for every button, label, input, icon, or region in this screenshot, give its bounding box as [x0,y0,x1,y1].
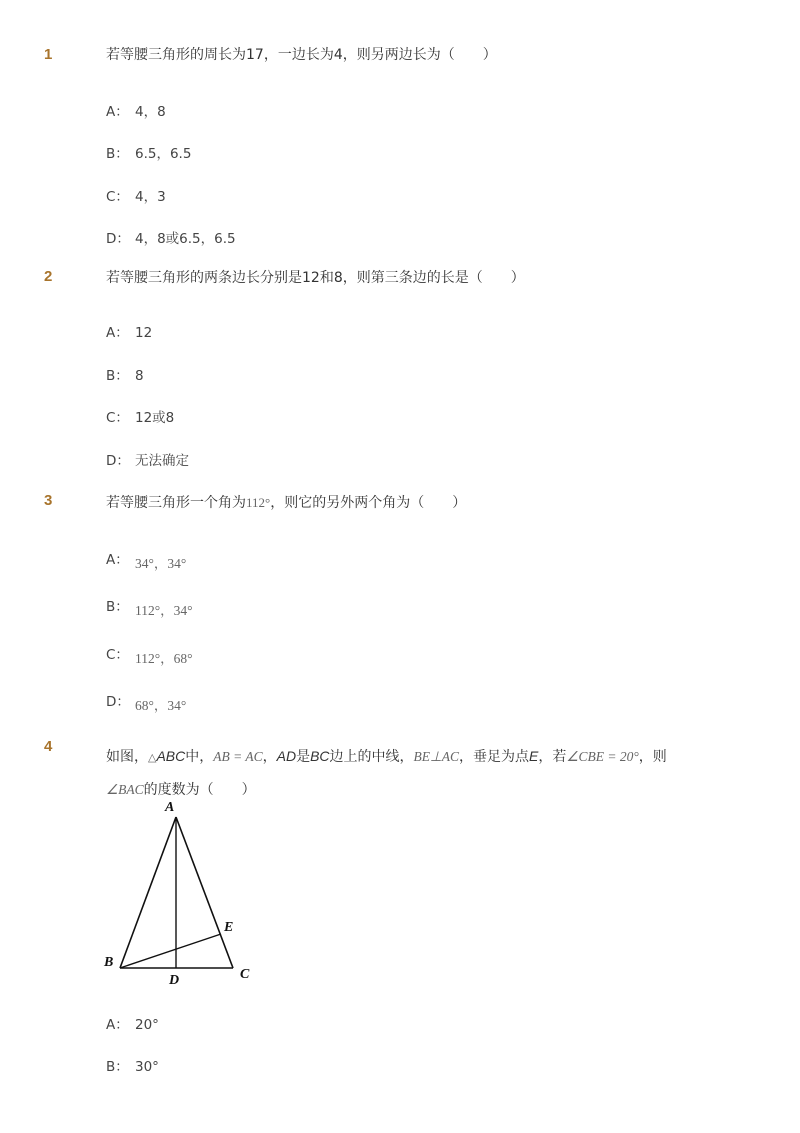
option-value: 4，3 [135,189,166,205]
question-number: 1 [44,46,53,63]
option-value: 4，8 [135,104,166,120]
point-e-label: E [224,920,234,935]
question-number: 2 [44,268,53,285]
option-d[interactable] [106,690,186,714]
math-angle-cbe: ∠CBE = 20° [566,749,639,764]
option-label: D： [106,453,130,469]
option-label: B： [106,1059,129,1075]
math-angle-bac: ∠BAC [106,782,144,797]
text-run: 是 [296,749,311,765]
option-value: 8 [135,368,144,384]
option-b[interactable] [106,142,191,162]
option-label: B： [106,599,129,615]
point-d-label: D [169,973,180,988]
option-value: 6.5，6.5 [135,146,192,162]
question-text-suffix: ，则它的另外两个角为（ ） [270,495,467,511]
option-label: D： [106,231,130,247]
option-value: 20° [135,1017,159,1033]
question-text-prefix: 若等腰三角形一个角为 [106,495,246,511]
option-value: 12或8 [135,410,175,426]
option-value: 无法确定 [135,453,189,469]
option-c[interactable] [106,406,174,426]
math-be-perp-ac: BE⊥AC [413,749,460,764]
math-bc: BC [310,748,330,764]
option-value: 34°，34° [135,556,187,571]
option-b[interactable] [106,364,144,384]
option-d[interactable] [106,227,236,247]
altitude-be [120,934,221,968]
text-run: 边上的中线， [329,749,414,765]
side-ac [176,817,233,968]
option-a[interactable] [106,548,186,572]
math-angle: 112° [246,495,271,510]
option-label: A： [106,552,129,568]
option-a[interactable] [106,1013,159,1033]
option-label: A： [106,325,129,341]
option-value: 4，8或6.5，6.5 [135,231,236,247]
option-label: B： [106,368,129,384]
math-ab-eq-ac: AB = AC [213,749,263,764]
option-value: 30° [135,1059,159,1075]
vertex-b-label: B [104,955,114,970]
option-label: B： [106,146,129,162]
option-b[interactable] [106,595,193,619]
option-d[interactable] [106,449,189,469]
math-e: E [529,748,539,764]
question-text: 若等腰三角形的两条边长分别是12和8，则第三条边的长是（ ） [106,270,525,286]
text-run: 的度数为（ ） [143,782,256,798]
vertex-c-label: C [240,967,250,982]
option-a[interactable] [106,100,166,120]
question-text [106,493,466,513]
vertex-a-label: A [165,800,175,815]
text-run: ， [262,749,277,765]
option-value: 12 [135,325,153,341]
text-run: 如图， [106,749,148,765]
math-ad: AD [276,748,297,764]
option-label: D： [106,694,130,710]
option-b[interactable] [106,1055,159,1075]
option-value: 68°，34° [135,698,187,713]
side-ab [120,817,176,968]
text-run: ，若 [538,749,567,765]
option-value: 112°，68° [135,651,193,666]
text-run: 中， [185,749,214,765]
text-run: ，则 [638,749,667,765]
option-c[interactable] [106,185,166,205]
option-c[interactable] [106,643,193,667]
triangle-figure [100,795,265,990]
math-triangle: △ [148,752,157,764]
question-number: 3 [44,492,53,509]
option-label: C： [106,189,129,205]
question-number: 4 [44,738,53,755]
option-value: 112°，34° [135,603,193,618]
math-abc: ABC [156,748,186,764]
option-label: C： [106,410,129,426]
question-text: 若等腰三角形的周长为17，一边长为4，则另两边长为（ ） [106,47,497,63]
text-run: ，垂足为点 [459,749,530,765]
option-label: A： [106,1017,129,1033]
option-label: C： [106,647,129,663]
option-label: A： [106,104,129,120]
option-a[interactable] [106,321,152,341]
